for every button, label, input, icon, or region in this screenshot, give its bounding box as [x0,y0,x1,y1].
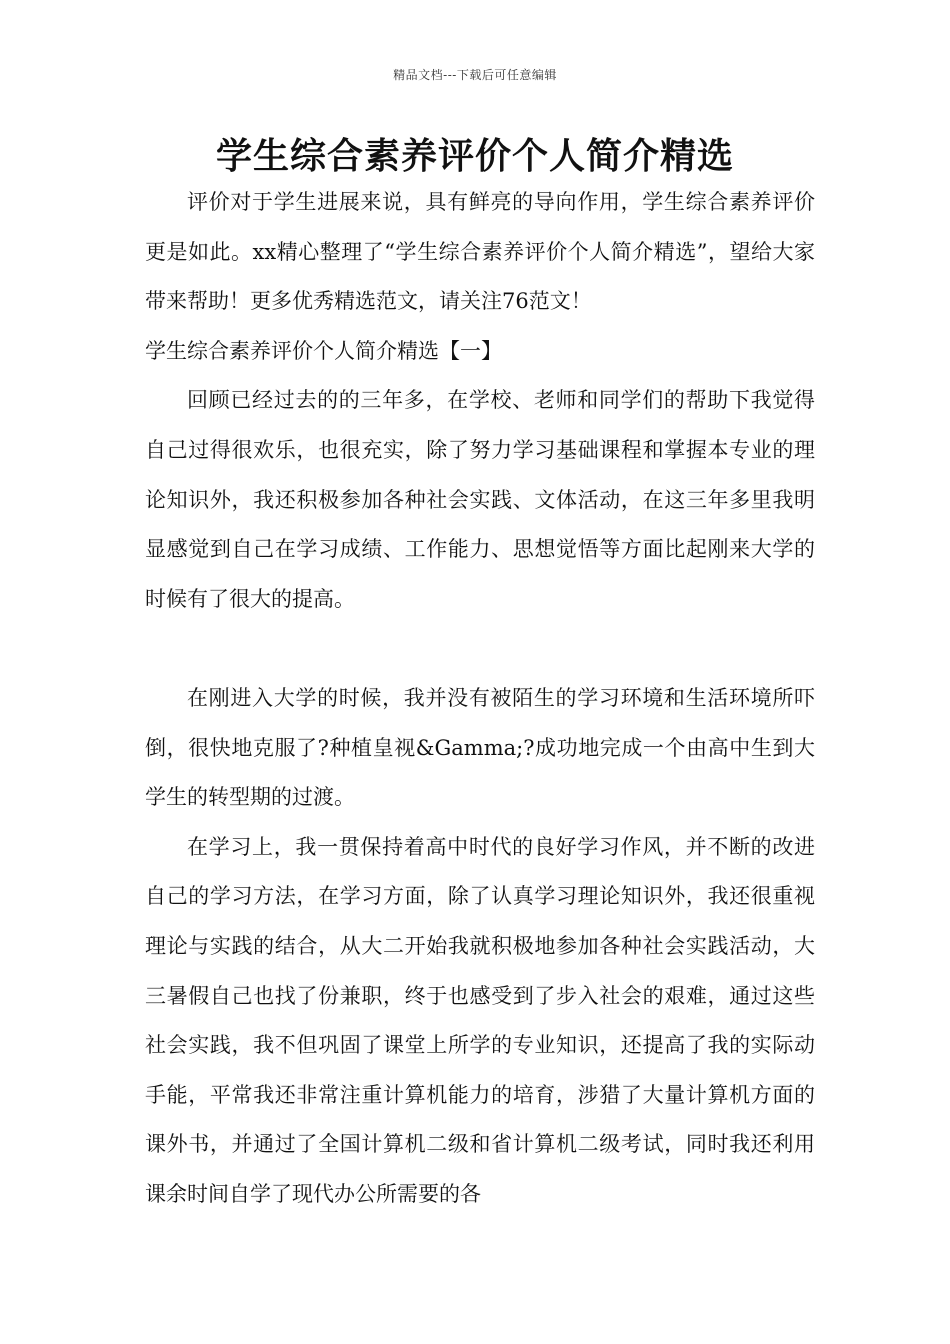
paragraph-spacer [145,624,815,674]
body-paragraph-2: 在刚进入大学的时候，我并没有被陌生的学习环境和生活环境所吓倒，很快地克服了?种植皇视&Gamma;?成功地完成一个由高中生到大学生的转型期的过渡。 [145,685,815,810]
header-note: 精品文档---下载后可任意编辑 [393,68,557,82]
intro-paragraph: 评价对于学生进展来说，具有鲜亮的导向作用，学生综合素养评价更是如此。xx精心整理了“学生综合素养评价个人简介精选”，望给大家带来帮助！更多优秀精选范文，请关注76范文！ [145,190,815,314]
body-paragraph-3: 在学习上，我一贯保持着高中时代的良好学习作风，并不断的改进自己的学习方法，在学习方面，除了认真学习理论知识外，我还很重视理论与实践的结合，从大二开始我就积极地参加各种社会实践活动，大三暑假自己也找了份兼职，终于也感受到了步入社会的艰难，通过这些社会实践，我不但巩固了课堂上所学的专业知识，还提高了我的实际动手能，平常我还非常注重计算机能力的培育，涉猎了大量计算机方面的课外书，并通过了全国计算机二级和省计算机二级考试，同时我还利用课余时间自学了现代办公所需要的各 [145,834,815,1206]
body-paragraph-1: 回顾已经过去的的三年多，在学校、老师和同学们的帮助下我觉得自己过得很欢乐，也很充实，除了努力学习基础课程和掌握本专业的理论知识外，我还积极参加各种社会实践、文体活动，在这三年多里我明显感觉到自己在学习成绩、工作能力、思想觉悟等方面比起刚来大学的时候有了很大的提高。 [145,388,815,611]
section-heading: 学生综合素养评价个人简介精选【一】 [145,338,502,363]
document-title: 学生综合素养评价个人简介精选 [215,136,734,177]
document-body [145,178,815,1219]
